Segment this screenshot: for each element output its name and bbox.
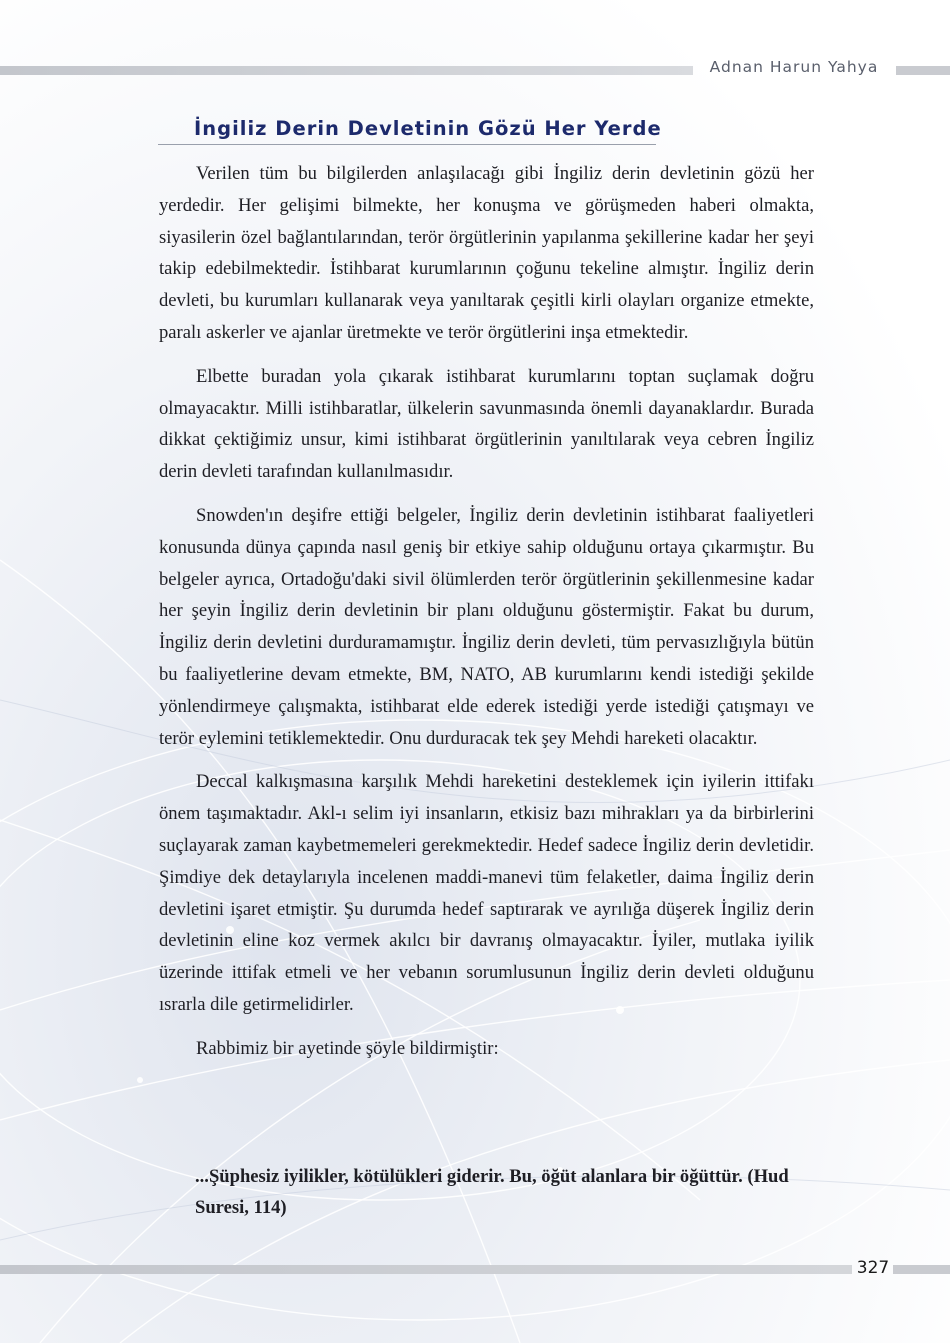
- paragraph: Elbette buradan yola çıkarak istihbarat kurumlarını toptan suçlamak doğru olmayacaktır. Milli istihbaratlar, ülkelerin savunmasında önemli dayanaklardır. Burada dikkat çektiğimiz unsur, kimi istihbarat örgütlerinin yanıltılarak veya cebren İngiliz derin devleti tarafından kullanılmasıdır.: [159, 365, 814, 483]
- section-title: İngiliz Derin Devletinin Gözü Her Yerde: [194, 117, 662, 140]
- body-text: [159, 158, 814, 1077]
- paragraph: Verilen tüm bu bilgilerden anlaşılacağı gibi İngiliz derin devletinin gözü her yerdedir. Her gelişimi bilmekte, her konuşma ve görüşmeden haberi olmakta, siyasilerin özel bağlantılarından, terör örgütlerinin yapılanma şekillerine kadar her şeyi takip edebilmektedir. İstihbarat kurumlarının çoğunu tekeline almıştır. İngiliz derin devleti, bu kurumları kullanarak veya yanıltarak çeşitli kirli olayları organize etmekte, paralı askerler ve ajanlar üretmekte ve terör örgütlerini inşa etmektedir.: [159, 163, 814, 343]
- title-underline: [158, 144, 656, 145]
- footer-rule-right: [893, 1265, 950, 1274]
- page-number: 327: [856, 1258, 890, 1278]
- paragraph: Snowden'ın deşifre ettiği belgeler, İngiliz derin devletinin istihbarat faaliyetleri konusunda dünya çapında nasıl geniş bir etkiye sahip olduğunu ortaya çıkarmıştır. Bu belgeler ayrıca, Ortadoğu'daki sivil ölümlerden terör örgütlerinin şekillenmesine kadar her şeyin İngiliz derin devletinin bir planı olduğunu göstermiştir. Fakat bu durum, İngiliz derin devletini durduramamıştır. İngiliz derin devleti, tüm pervasızlığıyla bütün bu faaliyetlerine devam etmekte, BM, NATO, AB kurumlarını kendi istediği şekilde yönlendirmeye çalışmakta, istihbarat elde ederek istediği yerde istediği çatışmayı ve terör eylemini tetiklemektedir. Onu durduracak tek şey Mehdi hareketi olacaktır.: [159, 504, 814, 749]
- paragraph: Deccal kalkışmasına karşılık Mehdi hareketini desteklemek için iyilerin ittifakı önem taşımaktadır. Akl-ı selim iyi insanların, etkisiz bazı mihrakları ya da birbirlerini suçlayarak zaman kaybetmemeleri gerekmektedir. Hedef sadece İngiliz derin devletidir. Şimdiye dek detaylarıyla incelenen maddi-manevi tüm felaketler, daima İngiliz derin devletini işaret etmiştir. Şu durumda hedef saptırarak ve ayrılığa düşerek İngiliz derin devletinin eline koz vermek akılcı bir davranış olmayacaktır. İyiler, mutlaka iyilik üzerinde ittifak etmeli ve her vebanın sorumlusunun İngiliz derin devleti olduğunu ısrarla dile getirmelidirler.: [159, 771, 814, 1015]
- running-head: Adnan Harun Yahya: [709, 58, 879, 76]
- header-rule-right: [896, 66, 950, 75]
- verse-quote: ...Şüphesiz iyilikler, kötülükleri giderir. Bu, öğüt alanlara bir öğüttür. (Hud Suresi, 114): [195, 1166, 789, 1218]
- paragraph: Rabbimiz bir ayetinde şöyle bildirmiştir:: [196, 1037, 499, 1059]
- header-rule-left: [0, 66, 693, 75]
- footer-rule-left: [0, 1265, 852, 1274]
